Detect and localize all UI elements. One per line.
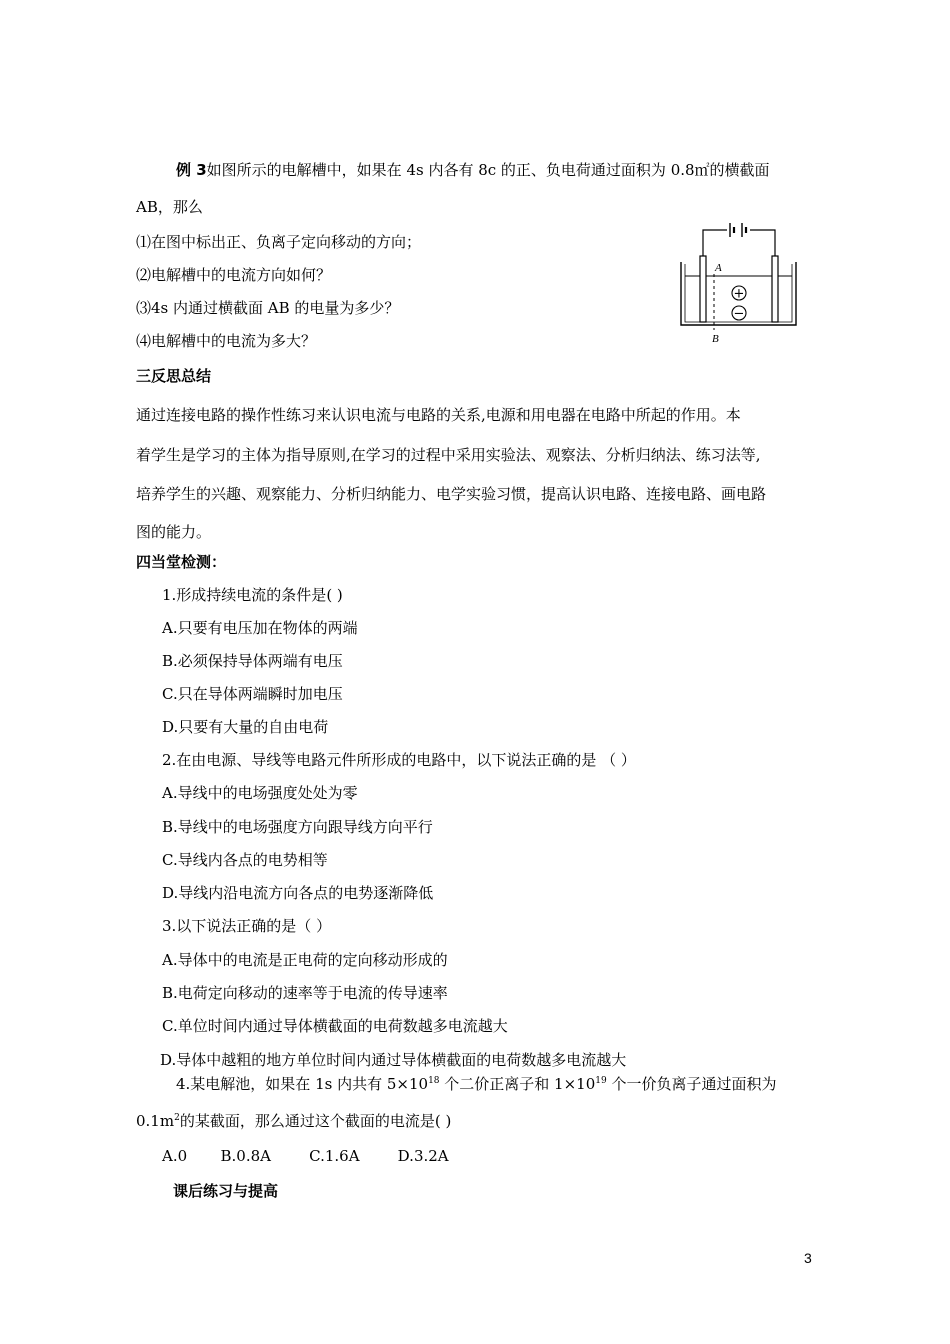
q4-exp1: 18 [428,1076,440,1086]
q1-stem: 1.形成持续电流的条件是( ) [162,586,343,604]
positive-ion-sign: + [733,286,745,302]
q1-option-b: B.必须保持导体两端有电压 [162,652,343,670]
section3-line-2: 着学生是学习的主体为指导原则,在学习的过程中采用实验法、观察法、分析归纳法、练习法等, [136,446,761,464]
section3-heading: 三反思总结 [136,367,212,385]
example3-question-4: ⑷电解槽中的电流为多大？ [136,332,317,350]
label-a: A [715,262,722,274]
negative-ion-sign: − [733,306,745,322]
example3-intro-line2: AB，那么 [136,198,203,216]
q2-option-c: C.导线内各点的电势相等 [162,851,328,869]
example3-label: 例 3 [176,161,207,179]
q4-exp2: 19 [595,1076,607,1086]
q3-option-d: D.导体中越粗的地方单位时间内通过导体横截面的电荷数越多电流越大 [160,1051,627,1069]
example3-question-2: ⑵电解槽中的电流方向如何？ [136,266,332,284]
section3-line-4: 图的能力。 [136,523,212,541]
section4-heading: 四当堂检测： [136,553,227,571]
right-electrode [772,256,778,322]
q3-option-a: A.导体中的电流是正电荷的定向移动形成的 [162,951,448,969]
q2-stem: 2.在由电源、导线等电路元件所形成的电路中，以下说法正确的是 （ ） [162,751,636,769]
q1-option-c: C.只在导体两端瞬时加电压 [162,685,343,703]
q3-option-b: B.电荷定向移动的速率等于电流的传导速率 [162,984,448,1002]
q3-stem: 3.以下说法正确的是（ ） [162,917,332,935]
left-electrode [700,256,706,322]
q1-option-d: D.只要有大量的自由电荷 [162,718,329,736]
q4-line2-part1: 0.1m [136,1112,175,1130]
q2-option-a: A.导线中的电场强度处处为零 [162,784,358,802]
circuit-wire-left [703,230,727,258]
q3-option-c: C.单位时间内通过导体横截面的电荷数越多电流越大 [162,1017,508,1035]
example3-question-1: ⑴在图中标出正、负离子定向移动的方向； [136,233,422,251]
section3-line-1: 通过连接电路的操作性练习来认识电流与电路的关系,电源和用电器在电路中所起的作用。本 [136,406,741,424]
example3-intro-text: 如图所示的电解槽中，如果在 4s 内各有 8c 的正、负电荷通过面积为 0.8㎡的横截面 [206,161,770,179]
q1-option-a: A.只要有电压加在物体的两端 [162,619,358,637]
circuit-wire-right [750,230,775,258]
q4-stem-part2: 个二价正离子和 1×10 [439,1075,596,1093]
example3-intro-line1 [176,160,770,180]
q4-stem-part1: 4.某电解池，如果在 1s 内共有 5×10 [176,1075,429,1093]
q2-option-d: D.导线内沿电流方向各点的电势逐渐降低 [162,884,434,902]
q4-stem-line1 [176,1074,777,1094]
q4-stem-line2 [136,1111,451,1131]
q4-exp3: 2 [174,1113,180,1123]
label-b: B [712,333,719,345]
electrolytic-cell-figure [655,218,820,348]
page-number: 3 [804,1250,812,1266]
section3-line-3: 培养学生的兴趣、观察能力、分析归纳能力、电学实验习惯，提高认识电路、连接电路、画电路 [136,485,767,503]
q2-option-b: B.导线中的电场强度方向跟导线方向平行 [162,818,433,836]
example3-question-3: ⑶4s 内通过横截面 AB 的电量为多少？ [136,299,400,317]
section5-heading: 课后练习与提高 [173,1182,279,1200]
q4-options: A.0 B.0.8A C.1.6A D.3.2A [162,1147,449,1165]
q4-line2-part2: 的某截面，那么通过这个截面的电流是( ) [179,1112,452,1130]
q4-stem-part3: 个一价负离子通过面积为 [606,1075,777,1093]
